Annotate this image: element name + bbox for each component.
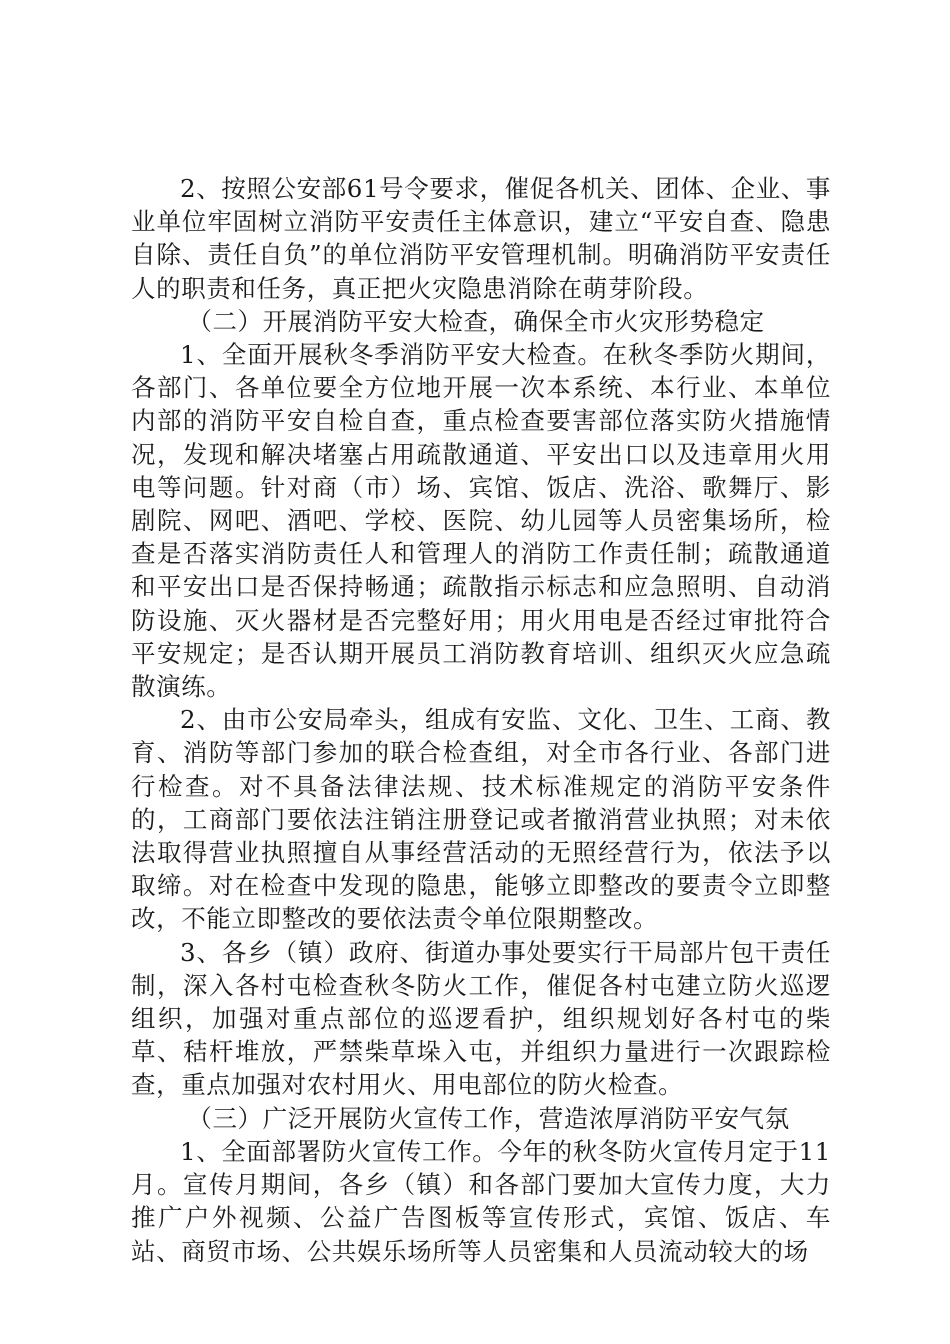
paragraph-inspection-1: 1、全面开展秋冬季消防平安大检查。在秋冬季防火期间，各部门、各单位要全方位地开展一次本系统、本行业、本单位内部的消防平安自检自查，重点检查要害部位落实防火措施情况，发现和解决堵塞占用疏散通道、平安出口以及违章用火用电等问题。针对商（市）场、宾馆、饭店、洗浴、歌舞厅、影剧院、网吧、酒吧、学校、医院、幼儿园等人员密集场所，检查是否落实消防责任人和管理人的消防工作责任制；疏散通道和平安出口是否保持畅通；疏散指示标志和应急照明、自动消防设施、灭火器材是否完整好用；用火用电是否经过审批符合平安规定；是否认期开展员工消防教育培训、组织灭火应急疏散演练。: [131, 340, 831, 702]
paragraph-publicity-1: 1、全面部署防火宣传工作。今年的秋冬防火宣传月定于11月。宣传月期间，各乡（镇）和各部门要加大宣传力度，大力推广户外视频、公益广告图板等宣传形式，宾馆、饭店、车站、商贸市场、公共娱乐场所等人员密集和人员流动较大的场: [131, 1136, 831, 1266]
document-body: [131, 172, 831, 1268]
paragraph-item-2-responsibility: 2、按照公安部61号令要求，催促各机关、团体、企业、事业单位牢固树立消防平安责任主体意识，建立“平安自查、隐患自除、责任自负”的单位消防平安管理机制。明确消防平安责任人的职责和任务，真正把火灾隐患消除在萌芽阶段。: [131, 174, 831, 303]
paragraph-inspection-2: 2、由市公安局牵头，组成有安监、文化、卫生、工商、教育、消防等部门参加的联合检查组，对全市各行业、各部门进行检查。对不具备法律法规、技术标准规定的消防平安条件的，工商部门要依法注销注册登记或者撤消营业执照；对未依法取得营业执照擅自从事经营活动的无照经营行为，依法予以取缔。对在检查中发现的隐患，能够立即整改的要责令立即整改，不能立即整改的要依法责令单位限期整改。: [131, 705, 831, 934]
section-heading-3: （三）广泛开展防火宣传工作，营造浓厚消防平安气氛: [187, 1103, 790, 1133]
paragraph-inspection-3: 3、各乡（镇）政府、街道办事处要实行干局部片包干责任制，深入各村屯检查秋冬防火工作，催促各村屯建立防火巡逻组织，加强对重点部位的巡逻看护，组织规划好各村屯的柴草、秸杆堆放，严禁柴草垛入屯，并组织力量进行一次跟踪检查，重点加强对农村用火、用电部位的防火检查。: [131, 937, 831, 1100]
section-heading-2: （二）开展消防平安大检查，确保全市火灾形势稳定: [187, 306, 765, 336]
